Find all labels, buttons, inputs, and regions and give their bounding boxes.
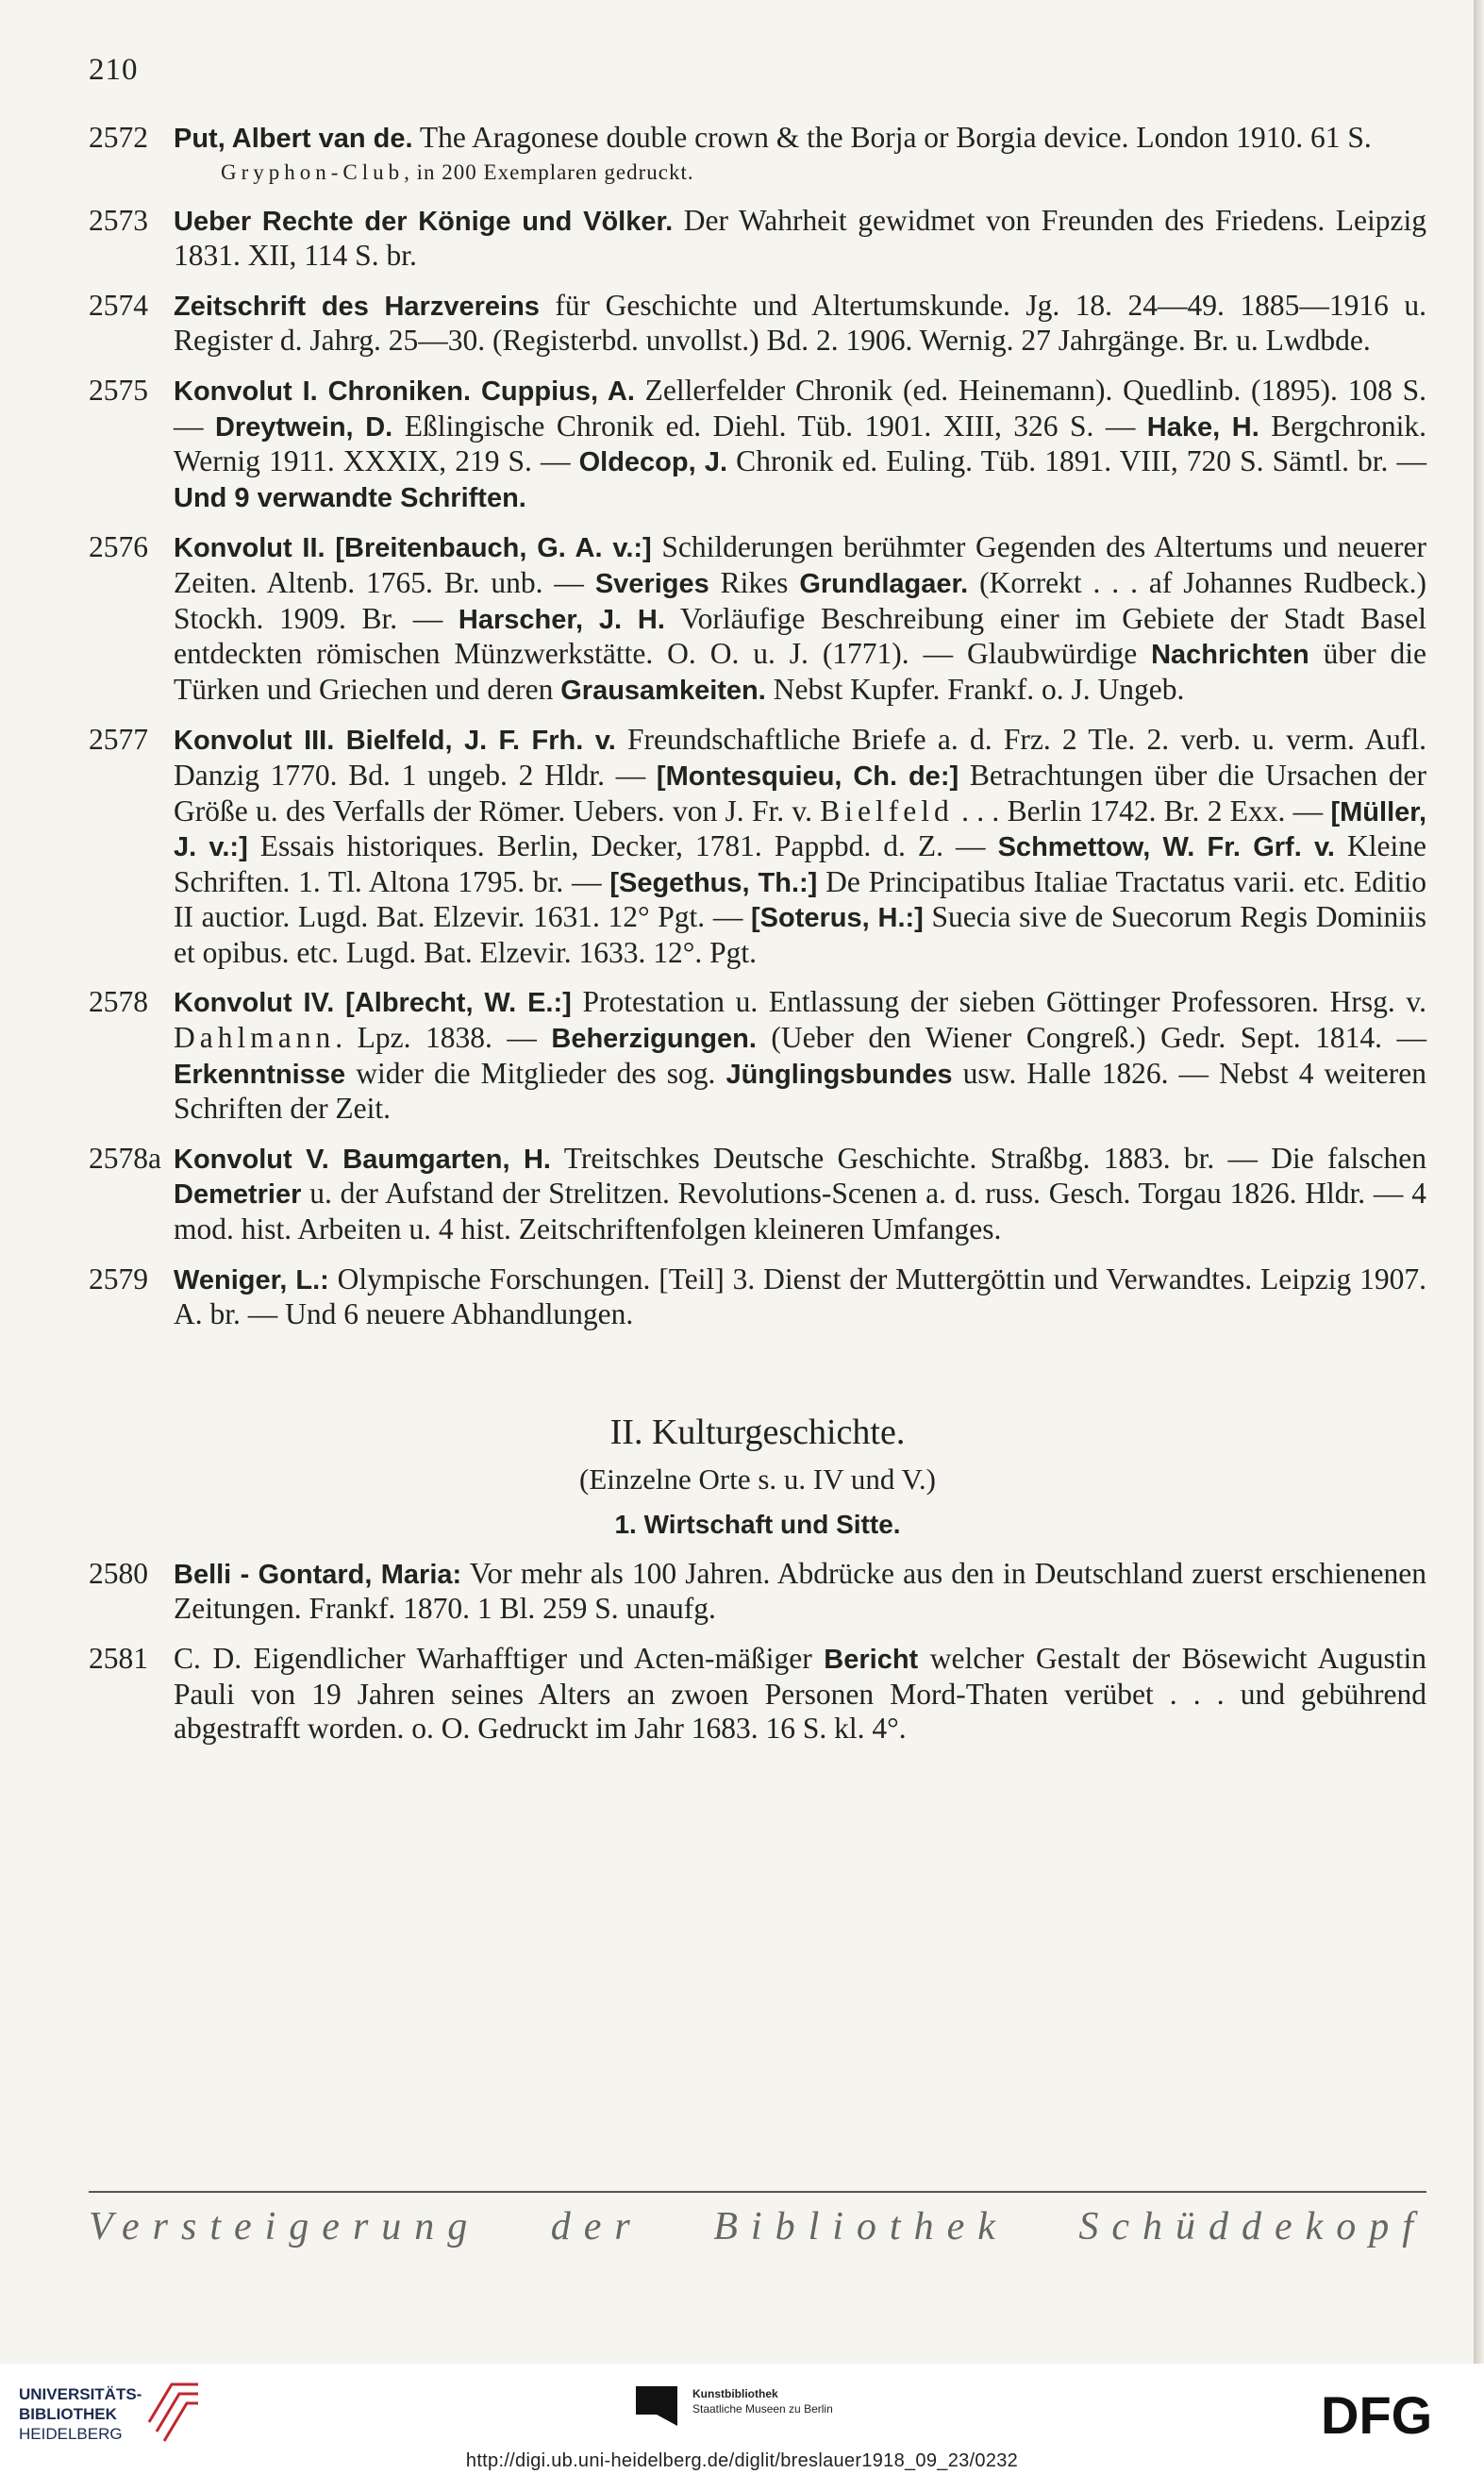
catalog-entry: [89, 723, 1426, 970]
entry-author: Belli - Gontard, Maria:: [174, 1559, 462, 1590]
entry-author: Bericht: [824, 1645, 919, 1675]
entry-text: [174, 121, 1426, 189]
entry-author: Harscher, J. H.: [458, 604, 665, 635]
entry-author: [Segethus, Th.:]: [609, 867, 818, 898]
entry-number: 2581: [89, 1642, 148, 1675]
entry-text: [174, 1142, 1426, 1247]
kb-line1: Kunstbibliothek: [692, 2387, 778, 2400]
entry-description: Protestation u. Entlassung der sieben Göttinger Professoren. Hrsg. v.: [571, 985, 1426, 1019]
section-subtitle: (Einzelne Orte s. u. IV und V.): [579, 1462, 936, 1496]
entry-description: Nebst Kupfer. Frankf. o. J. Ungeb.: [765, 672, 1185, 706]
entry-description: Schilderungen berühmter Gegenden des Altertums und neuerer Zeiten. Altenb. 1765. Br. unb. —: [174, 530, 1426, 599]
entry-description: Freundschaftliche Briefe a. d. Frz. 2 Tle. 2. verb. u. verm. Aufl. Danzig 1770. Bd. 1 ungeb. 2 Hldr. —: [174, 723, 1426, 792]
entry-author: Grausamkeiten.: [560, 675, 766, 706]
entry-author: Grundlagaer.: [799, 568, 969, 599]
entry-text: [174, 374, 1426, 515]
entry-text: [174, 530, 1426, 708]
footer-running-title: [89, 2204, 1426, 2249]
dfg-logo-icon[interactable]: [1321, 2390, 1462, 2439]
kb-line2: Staatliche Museen zu Berlin: [692, 2402, 833, 2415]
entry-description: Vorläufige Beschreibung einer im Gebiete der Stadt Basel entdeckten römischen Münzwerkstätte. O. O. u. J. (1771). — Glaubwürdige: [174, 601, 1427, 671]
page-url-link[interactable]: http://digi.ub.uni-heidelberg.de/diglit/breslauer1918_09_23/0232: [465, 2450, 1019, 2471]
entry-author: Jünglingsbundes: [725, 1059, 953, 1090]
entry-description: für Geschichte und Altertumskunde. Jg. 18. 24—49. 1885—1916 u. Register d. Jahrg. 25—30. (Registerbd. unvollst.) Bd. 2. 1906. Wernig. 27 Jahrgänge. Br. u. Lwdbde.: [174, 288, 1426, 358]
entry-author: Weniger, L.:: [174, 1264, 329, 1296]
entry-number: 2574: [89, 288, 148, 322]
entry-note: [174, 157, 1426, 189]
kunstbibliothek-label: [692, 2386, 833, 2416]
entry-author: Beherzigungen.: [551, 1024, 757, 1055]
catalog-entry: [89, 530, 1426, 708]
entry-description: . . . Berlin 1742. Br. 2 Exx. —: [953, 794, 1331, 827]
viewer-footer-strip: [0, 2364, 1484, 2474]
entry-text: [174, 1262, 1426, 1332]
entry-name-spaced: Bielfeld: [820, 794, 954, 827]
entry-description: Eßlingische Chronik ed. Diehl. Tüb. 1901. XIII, 326 S. —: [392, 409, 1147, 443]
entry-description: Chronik ed. Euling. Tüb. 1891. VIII, 720 S. Sämtl. br. —: [727, 444, 1426, 478]
entry-description: Betrachtungen über die Ursachen der Größe u. des Verfalls der Römer. Uebers. von J. Fr. v.: [174, 758, 1427, 827]
entry-text: [174, 985, 1426, 1126]
entry-description: (Korrekt . . . af Johannes Rudbeck.) Stockh. 1909. Br. —: [174, 565, 1426, 635]
page-edge-shadow: [1474, 0, 1484, 2364]
page-number: 210: [89, 53, 139, 87]
entry-number: 2579: [89, 1262, 148, 1296]
entry-text: [174, 723, 1426, 970]
entry-description: (Ueber den Wiener Congreß.) Gedr. Sept. 1814. —: [756, 1021, 1426, 1055]
entries-group-political: [89, 121, 1426, 1332]
entry-prefix: C. D. Eigendlicher Warhafftiger und Acten-mäßiger: [174, 1642, 825, 1675]
entry-description: usw. Halle 1826. — Nebst 4 weiteren Schriften der Zeit.: [174, 1056, 1426, 1126]
dfg-logo-text: DFG: [1321, 2390, 1433, 2439]
entry-author: Konvolut V. Baumgarten, H.: [174, 1144, 551, 1175]
catalog-entry: [89, 374, 1426, 515]
footer-title-word: Bibliothek: [713, 2205, 1009, 2248]
entry-author: Hake, H.: [1146, 411, 1259, 443]
entry-name-spaced: Dahlmann: [174, 1021, 336, 1055]
entry-description: The Aragonese double crown & the Borja or Borgia device. London 1910. 61 S.: [412, 121, 1372, 154]
entry-description: Bergchronik. Wernig 1911. XXXIX, 219 S. —: [174, 409, 1427, 478]
entries-group-culture: [89, 1557, 1426, 1747]
catalog-entry: [89, 1557, 1426, 1627]
entry-description: über die Türken und Griechen und deren: [174, 637, 1426, 706]
entry-text: [174, 204, 1426, 274]
entry-author: Sveriges: [594, 568, 709, 599]
entry-description: Vor mehr als 100 Jahren. Abdrücke aus den in Deutschland zuerst erschienenen Zeitungen. Frankf. 1870. 1 Bl. 259 S. unaufg.: [174, 1556, 1426, 1626]
entry-number: 2575: [89, 373, 148, 407]
entry-number: 2577: [89, 723, 148, 757]
entry-description: De Principatibus Italiae Tractatus varii. etc. Editio II auctior. Lugd. Bat. Elzevir. 1631. 12° Pgt. —: [174, 864, 1426, 934]
entry-description: Kleine Schriften. 1. Tl. Altona 1795. br. —: [174, 829, 1426, 898]
entry-number: 2576: [89, 530, 148, 564]
entry-author: Nachrichten: [1151, 640, 1309, 671]
entry-author: [Montesquieu, Ch. de:]: [656, 761, 959, 792]
entry-author: Schmettow, W. Fr. Grf. v.: [997, 832, 1335, 863]
footer-title-word: der: [550, 2205, 643, 2248]
section-title: II. Kulturgeschichte.: [609, 1412, 906, 1452]
catalog-entry: [89, 289, 1426, 359]
entry-description: Rikes: [709, 565, 800, 599]
entry-author: Put, Albert van de.: [174, 124, 413, 154]
footer-title-word: Schüddekopf: [1078, 2205, 1426, 2248]
entry-number: 2572: [89, 121, 148, 154]
catalog-entry: [89, 1142, 1426, 1247]
entry-description: Olympische Forschungen. [Teil] 3. Dienst der Muttergöttin und Verwandtes. Leipzig 1907. A. br. — Und 6 neuere Abhandlungen.: [174, 1262, 1426, 1331]
entry-text: [174, 289, 1426, 359]
catalog-entry: [89, 204, 1426, 274]
ub-logo-line3: HEIDELBERG: [19, 2425, 123, 2443]
entry-author: Ueber Rechte der Könige und Völker.: [174, 206, 674, 237]
entry-description: Suecia sive de Suecorum Regis Dominiis et opibus. etc. Lugd. Bat. Elzevir. 1633. 12°. Pgt.: [174, 900, 1426, 969]
entry-number: 2578: [89, 985, 148, 1019]
catalog-entry: [89, 1642, 1426, 1747]
entry-description: . Lpz. 1838. —: [335, 1021, 552, 1055]
catalog-entry: [89, 985, 1426, 1126]
entry-note-club: Gryphon-Club: [221, 159, 405, 184]
entry-author: Oldecop, J.: [578, 447, 728, 478]
catalog-listing: [89, 121, 1426, 1762]
entry-author: [Müller, J. v.:]: [174, 796, 1426, 863]
entry-author: Demetrier: [174, 1179, 302, 1211]
entry-author: Erkenntnisse: [174, 1059, 346, 1090]
entry-number: 2580: [89, 1556, 148, 1590]
entry-text: [174, 1557, 1426, 1627]
entry-description: wider die Mitglieder des sog.: [345, 1056, 726, 1090]
catalog-entry: [89, 121, 1426, 189]
entry-author: Konvolut I. Chroniken. Cuppius, A.: [174, 376, 635, 407]
ub-logo-line1: UNIVERSITÄTS-: [19, 2385, 142, 2403]
entry-description: welcher Gestalt der Bösewicht Augustin Pauli von 19 Jahren seines Alters an zwoen Personen Mord-Thaten verübet . . . und gebührend abgestrafft worden. o. O. Gedruckt im Jahr 1683. 16 S. kl. 4°.: [174, 1642, 1426, 1746]
entry-description: Treitschkes Deutsche Geschichte. Straßbg. 1883. br. — Die falschen: [551, 1141, 1426, 1175]
entry-description: Zellerfelder Chronik (ed. Heinemann). Quedlinb. (1895). 108 S. —: [174, 373, 1426, 443]
kunstbibliothek-logo-icon[interactable]: [634, 2384, 679, 2426]
entry-number: 2578a: [89, 1141, 161, 1175]
footer-title-word: Versteigerung: [89, 2205, 481, 2248]
catalog-entry: [89, 1262, 1426, 1332]
subsection-title: 1. Wirtschaft und Sitte.: [614, 1509, 901, 1539]
entry-author: Und 9 verwandte Schriften.: [174, 482, 526, 513]
ub-emblem-icon: [143, 2381, 202, 2443]
entry-number: 2573: [89, 203, 148, 237]
entry-author: Konvolut II. [Breitenbauch, G. A. v.:]: [174, 533, 652, 564]
entry-author: Dreytwein, D.: [214, 411, 393, 443]
ub-logo-line2: BIBLIOTHEK: [19, 2405, 117, 2423]
entry-description: Der Wahrheit gewidmet von Freunden des Friedens. Leipzig 1831. XII, 114 S. br.: [174, 203, 1426, 273]
entry-author: Zeitschrift des Harzvereins: [174, 291, 540, 322]
ub-heidelberg-logo[interactable]: [19, 2384, 142, 2444]
entry-author: Konvolut IV. [Albrecht, W. E.:]: [174, 988, 572, 1019]
entry-author: Konvolut III. Bielfeld, J. F. Frh. v.: [174, 726, 616, 757]
footer-rule: [89, 2191, 1426, 2193]
section-header: [89, 1412, 1426, 1540]
entry-description: Essais historiques. Berlin, Decker, 1781. Pappbd. d. Z. —: [247, 829, 998, 863]
entry-text: [174, 1642, 1426, 1747]
entry-description: u. der Aufstand der Strelitzen. Revolutions-Scenen a. d. russ. Gesch. Torgau 1826. Hldr. — 4 mod. hist. Arbeiten u. 4 hist. Zeitschriftenfolgen kleineren Umfanges.: [174, 1177, 1426, 1246]
entry-note-text: , in 200 Exemplaren gedruckt.: [404, 159, 694, 184]
entry-author: [Soterus, H.:]: [750, 903, 924, 934]
